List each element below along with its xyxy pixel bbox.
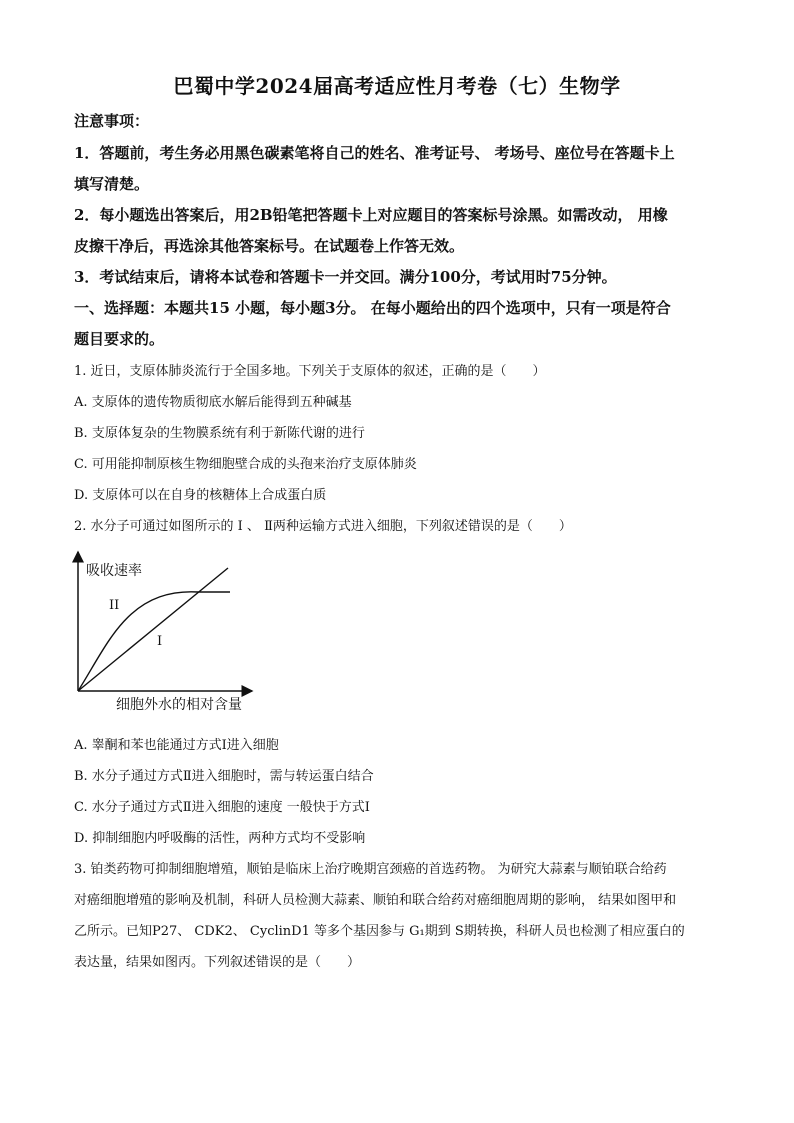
q2-option-a: A. 睾酮和苯也能通过方式Ⅰ进入细胞 — [74, 738, 279, 753]
notice-line-1: 1．答题前，考生务必用黑色碳素笔将自己的姓名、准考证号、 考场号、座位号在答题卡上 — [74, 144, 675, 162]
line-i-label: I — [157, 634, 163, 649]
line-i — [78, 568, 228, 691]
q3-line-3: 乙所示。已知P27、 CDK2、 CyclinD1 等多个基因参与 G₁期到 S期转换，科研人员也检测了相应蛋白的 — [74, 924, 685, 939]
section-heading-2: 题目要求的。 — [74, 330, 165, 348]
notice-line-3: 2．每小题选出答案后，用2B铅笔把答题卡上对应题目的答案标号涂黑。如需改动， 用橡 — [74, 206, 668, 224]
q1-option-b: B. 支原体复杂的生物膜系统有利于新陈代谢的进行 — [74, 426, 365, 441]
absorption-rate-figure — [66, 548, 266, 718]
q3-line-4: 表达量，结果如图丙。下列叙述错误的是（ ） — [74, 955, 361, 970]
q2-stem: 2. 水分子可通过如图所示的 Ⅰ 、 Ⅱ两种运输方式进入细胞，下列叙述错误的是（ ） — [74, 519, 572, 534]
curve-ii — [78, 592, 230, 691]
q3-line-2: 对癌细胞增殖的影响及机制，科研人员检测大蒜素、顺铂和联合给药对癌细胞周期的影响， 结果如图甲和 — [74, 893, 677, 908]
q1-stem: 1. 近日，支原体肺炎流行于全国多地。下列关于支原体的叙述，正确的是（ ） — [74, 364, 546, 379]
notice-line-4: 皮擦干净后，再选涂其他答案标号。在试题卷上作答无效。 — [74, 237, 465, 255]
notice-line-2: 填写清楚。 — [74, 175, 150, 193]
page-title: 巴蜀中学2024届高考适应性月考卷（七）生物学 — [173, 74, 621, 98]
notice-heading: 注意事项： — [74, 112, 150, 130]
section-heading-1: 一、选择题：本题共15 小题，每小题3分。 在每小题给出的四个选项中，只有一项是符合 — [74, 299, 671, 317]
q2-option-c: C. 水分子通过方式Ⅱ进入细胞的速度 一般快于方式Ⅰ — [74, 800, 370, 815]
q1-option-d: D. 支原体可以在自身的核糖体上合成蛋白质 — [74, 488, 327, 503]
q1-option-c: C. 可用能抑制原核生物细胞壁合成的头孢来治疗支原体肺炎 — [74, 457, 417, 472]
y-axis-label: 吸收速率 — [86, 563, 142, 579]
q2-option-b: B. 水分子通过方式Ⅱ进入细胞时，需与转运蛋白结合 — [74, 769, 374, 784]
q2-option-d: D. 抑制细胞内呼吸酶的活性，两种方式均不受影响 — [74, 831, 366, 846]
q3-line-1: 3. 铂类药物可抑制细胞增殖，顺铂是临床上治疗晚期宫颈癌的首选药物。 为研究大蒜素与顺铂联合给药 — [74, 862, 667, 877]
curve-ii-label: II — [109, 598, 120, 613]
q1-option-a: A. 支原体的遗传物质彻底水解后能得到五种碱基 — [74, 395, 352, 410]
x-axis-label: 细胞外水的相对含量 — [116, 697, 242, 713]
notice-line-5: 3．考试结束后，请将本试卷和答题卡一并交回。满分100分，考试用时75分钟。 — [74, 268, 617, 286]
